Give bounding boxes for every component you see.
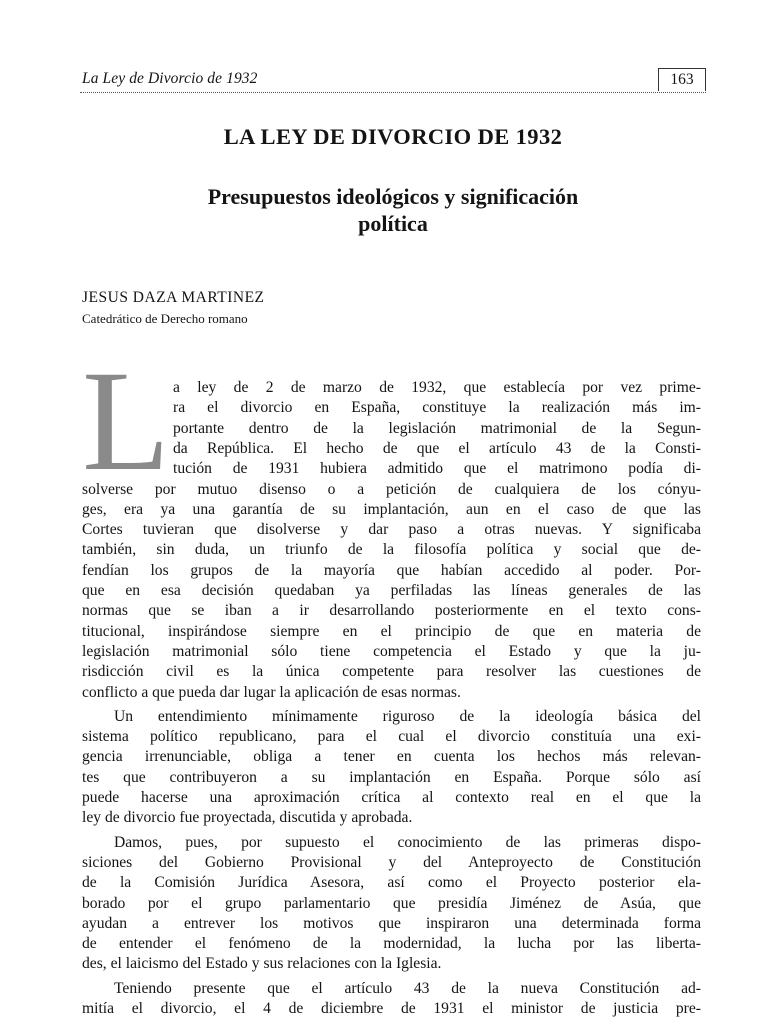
body-line: gencia irrenunciable, obliga a tener en cuenta los hechos más relevan- <box>82 748 701 766</box>
body-line: titucional, inspirándose siempre en el principio de que en materia de <box>82 622 701 640</box>
body-line: borado por el grupo parlamentario que presidía Jiménez de Asúa, que <box>82 894 701 912</box>
body-line: normas que se iban a ir desarrollando posteriormente en el texto cons- <box>82 602 701 620</box>
body-line: ley de divorcio fue proyectada, discutida y aprobada. <box>82 809 413 827</box>
body-line: tes que contribuyeron a su implantación en España. Porque sólo así <box>82 768 701 786</box>
body-line: a ley de 2 de marzo de 1932, que establecía por vez prime- <box>173 379 701 396</box>
body-line: conflicto a que pueda dar lugar la aplicación de esas normas. <box>82 683 461 701</box>
running-title: La Ley de Divorcio de 1932 <box>82 70 258 87</box>
body-line: Cortes tuvieran que disolverse y dar paso a otras nuevas. Y significaba <box>82 521 701 539</box>
page-number: 163 <box>658 68 706 91</box>
body-line: risdicción civil es la única competente para resolver las cuestiones de <box>82 663 701 681</box>
author-name: JESUS DAZA MARTINEZ <box>82 289 265 306</box>
body-line: ayudan a entrever los motivos que inspiraron una determinada forma <box>82 914 701 932</box>
body-line: legislación matrimonial sólo tiene competencia el Estado y que la ju- <box>82 642 701 660</box>
article-title: LA LEY DE DIVORCIO DE 1932 <box>223 124 563 149</box>
article-subtitle <box>80 183 706 237</box>
body-line: sistema político republicano, para el cual el divorcio constituía una exi- <box>82 728 701 746</box>
author-affiliation: Catedrático de Derecho romano <box>82 311 248 326</box>
subtitle-line-2: política <box>358 211 428 236</box>
drop-cap: L <box>82 342 170 501</box>
running-header <box>80 68 706 93</box>
body-line: mitía el divorcio, el 4 de diciembre de 1931 el ministor de justicia pre- <box>82 1000 701 1017</box>
body-line: portante dentro de la legislación matrimonial de la Segun- <box>173 419 701 437</box>
body-line: siciones del Gobierno Provisional y del Anteproyecto de Constitución <box>82 853 701 871</box>
subtitle-line-1: Presupuestos ideológicos y significación <box>207 184 579 209</box>
body-line: ges, era ya una garantía de su implantación, aun en el caso de que las <box>82 500 701 518</box>
body-line: puede hacerse una aproximación crítica al contexto real en el que la <box>82 789 701 806</box>
body-line: fendían los grupos de la mayoría que habían accedido al poder. Por- <box>82 561 701 579</box>
body-line: solverse por mutuo disenso o a petición de cualquiera de los cónyu- <box>82 480 701 498</box>
body-line: Teniendo presente que el artículo 43 de la nueva Constitución ad- <box>114 979 701 997</box>
body-line: de entender el fenómeno de la modernidad, la lucha por las liberta- <box>82 935 701 953</box>
body-line: Damos, pues, por supuesto el conocimiento de las primeras dispo- <box>114 833 701 851</box>
body-line: des, el laicismo del Estado y sus relaciones con la Iglesia. <box>82 955 442 973</box>
body-line: ra el divorcio en España, constituye la realización más im- <box>173 399 701 417</box>
body-line: tución de 1931 hubiera admitido que el matrimono podía di- <box>173 460 701 478</box>
body-line: Un entendimiento mínimamente riguroso de la ideología básica del <box>114 707 701 725</box>
body-line: da República. El hecho de que el artículo 43 de la Consti- <box>173 439 701 457</box>
body-line: que en esa decisión quedaban ya perfiladas las líneas generales de las <box>82 582 701 599</box>
body-line: también, sin duda, un triunfo de la filosofía política y social que de- <box>82 541 701 559</box>
body-line: de la Comisión Jurídica Asesora, así como el Proyecto posterior ela- <box>82 874 701 892</box>
